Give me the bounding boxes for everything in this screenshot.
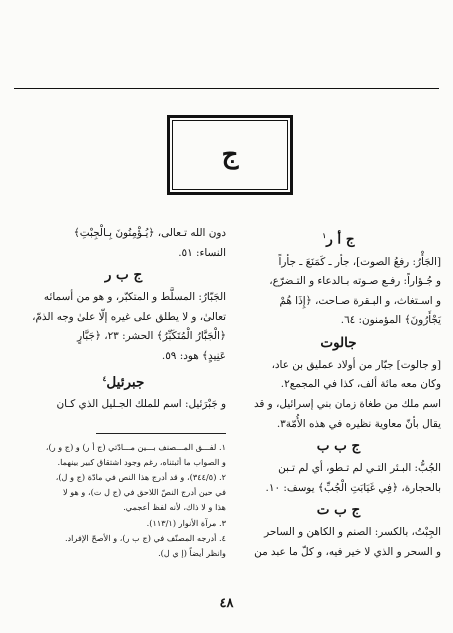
text-line: دون الله تـعالى، ﴿يُـؤْمِنُونَ بِـالْجِبْتِ﴾ <box>73 227 226 239</box>
entry-heading <box>236 435 441 457</box>
footnote-line: و الصواب ما أثبتناه، رغم وجود اشتقاق كبير بينهما. <box>57 456 226 467</box>
text-line: الجُبُّ: البـئر التـي لم تـطو، أي لم تـبن <box>278 462 441 475</box>
text-line: الجَبّارُ: المسلَّط و المتكبّر، و هو من أسمائه <box>43 291 226 304</box>
footnote-marker: ١ <box>322 231 327 240</box>
top-rule <box>14 88 439 89</box>
text-line: و اسـتغاث، و البـقرة صـاحت، ﴿إِذَا هُمْ <box>279 294 441 307</box>
footnote-line: ٣. مرآة الأنوار (١١٣/١). <box>146 517 226 528</box>
footnote-line: ١. لفـــق المـــصنف بـــين مـــادّتي (ج أ ر) و (ج و ر)، <box>45 441 226 452</box>
page-number: ٤٨ <box>219 596 234 611</box>
text-line: [و جالوت] جبّار من أولاد عمليق بن عاد، <box>271 358 441 371</box>
text-line: و السحر و الذي لا خير فيه، و كلّ ما عبد من <box>254 546 441 559</box>
text-line: عَنِيدٍ﴾ هود: ٥٩. <box>161 349 226 362</box>
chapter-letter: ج <box>221 140 239 170</box>
text-line: بالحجارة، ﴿فِي غَيَابَتِ الْجُبِّ﴾ يوسف: ١٠. <box>265 481 441 494</box>
footnote-rule <box>96 433 226 434</box>
entry-heading <box>21 368 226 394</box>
text-line: اسم ملك من طغاة زمان بني إسرائيل، و قد <box>253 398 441 411</box>
footnote-marker: ٤ <box>102 373 107 383</box>
text-line: [الجَأْرُ: رفعُ الصوت]، جأر ـ كَمَنَعَ ـ جأراً <box>278 255 441 268</box>
entry-heading <box>236 225 441 251</box>
entry-heading-text: ج ب ب <box>316 438 361 455</box>
text-line: النساء: ٥١. <box>178 246 226 259</box>
text-line: وكان معه مائة ألف، كذا في المجمع٢. <box>280 378 441 391</box>
entry-heading-text: ج ب ت <box>316 502 361 519</box>
text-line: ﴿الْجَبَّارُ الْمُتَكَبِّرُ﴾ الحشر: ٢٣، ﴿جَبَّارٍ <box>77 330 226 343</box>
text-line: الجِبْتُ، بالكسر: الصنم و الكاهن و الساحر <box>264 526 441 539</box>
footnote-line: ٤. أدرجه المصنّف‌ في (ج ب ر)، و الأصحّ الإفراد. <box>64 532 226 543</box>
entry-heading <box>236 332 441 354</box>
text-line: يَجْأَرُونَ﴾ المؤمنون: ٦٤. <box>340 314 441 327</box>
footnote-line: في حين أدرج النصّ اللاحق في (ج ل ت)، و هو لا <box>63 487 226 498</box>
entry-heading-text: ج أ ر <box>326 231 355 248</box>
entry-heading-text: جالوت <box>320 334 357 351</box>
entry-heading-text: ج ب ر <box>104 267 143 284</box>
text-line: و جَبْرَئيل: اسم للملك الجـليل الذي كـان <box>56 398 226 411</box>
chapter-letter-box <box>167 115 293 195</box>
entry-heading-text: جبرئيل <box>106 374 145 391</box>
footnote-line: ٢. (٣٤٤/٥)، و قد أدرج هذا النص في مادّة (ج و ل)، <box>55 472 226 483</box>
text-line: تعالىٰ، و لا يطلق على غيره إلّا علىٰ وجه الذمّ، <box>32 310 226 323</box>
entry-heading <box>21 264 226 286</box>
text-line: و جُـؤاراً: رفـع صـوته بـالدعاء و التـضرّع، <box>269 275 441 288</box>
left-column <box>21 224 226 561</box>
text-line: يقال بأنّ معاوية نظيره في هذه الأُمّة٣. <box>276 417 441 430</box>
right-column <box>236 224 441 563</box>
footnote-line: هذا و لا ذاك، لأنه لفظ أعجمي. <box>123 502 226 513</box>
footnote-line: وانظر أيضاً (إ ي ل). <box>158 548 226 559</box>
entry-heading <box>236 499 441 521</box>
